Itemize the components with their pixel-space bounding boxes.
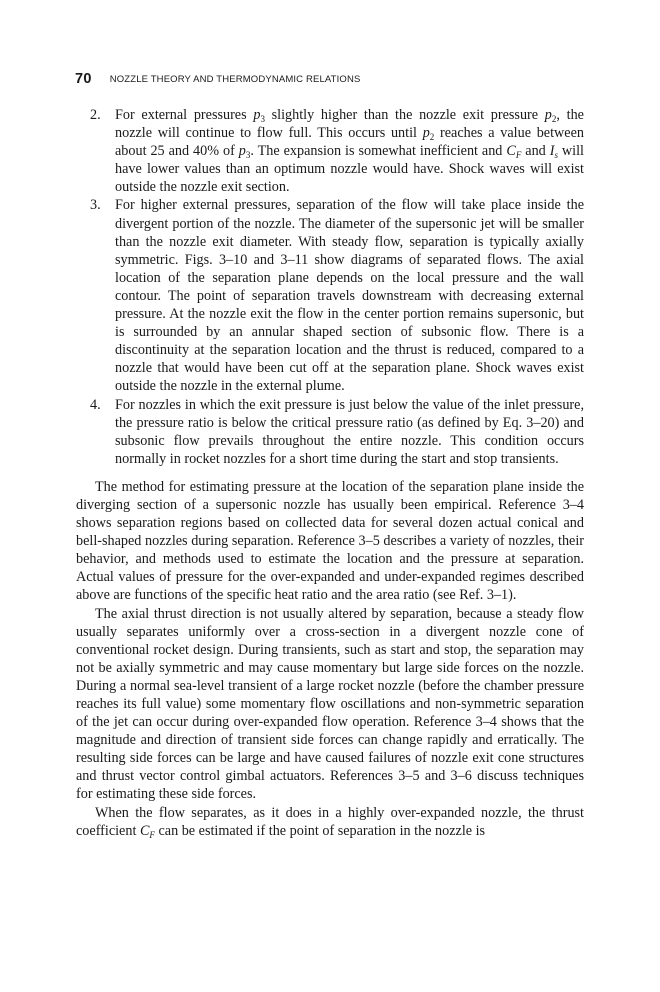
math-symbol: C [139, 822, 150, 839]
subscript: 3 [245, 150, 251, 161]
subscript: F [149, 829, 155, 840]
page-header [75, 70, 595, 90]
text-run: For nozzles in which the exit pressure is just below the value of the inlet pressure, the pressure ratio is below the critical pressure ratio (as defined by Eq. 3–20) and subsonic flow prevails throughout the entire nozzle. This condition occurs normally in rocket nozzles for a short time during the start and stop transients. [115, 396, 584, 467]
text-run: , the nozzle will continue to flow full. This occurs until [115, 107, 584, 142]
page-number: 70 [75, 71, 92, 87]
subscript: s [554, 150, 558, 161]
numbered-list [76, 106, 584, 468]
list-item-number: 4. [90, 396, 101, 413]
text-run: For higher external pressures, separation of the flow will take place inside the divergent portion of the nozzle. The diameter of the supersonic jet will be smaller than the nozzle exit diameter. With steady flow, separation is typically axially symmetric. Figs. 3–10 and 3–11 show diagrams of separated flows. The axial location of the separation plane depends on the local pressure and the wall contour. The point of separation travels downstream with decreasing external pressure. At the nozzle exit the flow in the center portion remains supersonic, but is surrounded by an annular shaped section of subsonic flow. There is a discontinuity at the separation location and the thrust is reduced, compared to a nozzle that would have been cut off at the separation plane. Shock waves exist outside the nozzle in the external plume. [115, 197, 584, 395]
math-symbol: I [549, 143, 555, 160]
text-run: When the flow separates, as it does in a highly over-expanded nozzle, the thrust coefficient [76, 804, 584, 839]
paragraph [76, 804, 584, 840]
subscript: 3 [260, 114, 265, 124]
text-run: The axial thrust direction is not usually altered by separation, because a steady flow usually separates uniformly over a cross-section in a divergent nozzle cone of conventional rocket design. During transients, such as start and stop, the separation may not be axially symmetric and may cause momentary but large side forces on the nozzle. During a normal sea-level transient of a large rocket nozzle (before the chamber pressure reaches its full value) some momentary flow oscillations and non-symmetric separation of the jet can occur during over-expanded flow operation. Reference 3–4 shows that the magnitude and direction of transient side forces can change rapidly and erratically. The resulting side forces can be large and have caused failures of nozzle exit cone structures and thrust vector control gimbal actuators. References 3–5 and 3–6 discuss techniques for estimating these side forces. [76, 605, 584, 803]
math-symbol: p [253, 107, 261, 123]
subscript: F [515, 150, 522, 161]
math-symbol: p [422, 125, 430, 142]
text-run: . The expansion is somewhat inefficient and [250, 143, 507, 160]
list-item [76, 196, 584, 395]
list-item-text [115, 197, 584, 394]
list-item-number: 3. [90, 197, 101, 214]
list-item [76, 106, 584, 196]
running-title: NOZZLE THEORY AND THERMODYNAMIC RELATIONS [109, 74, 361, 85]
list-item-text [115, 397, 584, 467]
math-symbol: C [506, 143, 516, 160]
text-run: can be estimated if the point of separation in the nozzle is [154, 822, 486, 839]
text-run: will have lower values than an optimum nozzle would have. Shock waves will exist outside the nozzle exit section. [115, 143, 584, 196]
text-run: For external pressures [115, 107, 254, 123]
list-item [76, 396, 584, 468]
body-text [76, 106, 584, 840]
list-item-text [115, 107, 584, 195]
math-symbol: p [544, 107, 552, 123]
subscript: 2 [429, 132, 435, 143]
list-item-number: 2. [90, 107, 101, 123]
math-symbol: p [238, 143, 246, 160]
subscript: 2 [551, 114, 557, 124]
text-run: The method for estimating pressure at the location of the separation plane inside the diverging section of a supersonic nozzle has usually been empirical. Reference 3–4 shows separation regions based on collected data for several dozen actual conical and bell-shaped nozzles during separation. Reference 3–5 describes a variety of nozzles, their behavior, and methods used to estimate the location and the pressure at separation. Actual values of pressure for the over-expanded and under-expanded regimes described above are functions of the specific heat ratio and the area ratio (see Ref. 3–1). [76, 478, 584, 604]
text-run: and [521, 143, 550, 160]
text-run: reaches a value between about 25 and 40% of [115, 125, 584, 160]
text-run: slightly higher than the nozzle exit pressure [264, 107, 545, 123]
paragraph [76, 605, 584, 804]
paragraph [76, 478, 584, 605]
